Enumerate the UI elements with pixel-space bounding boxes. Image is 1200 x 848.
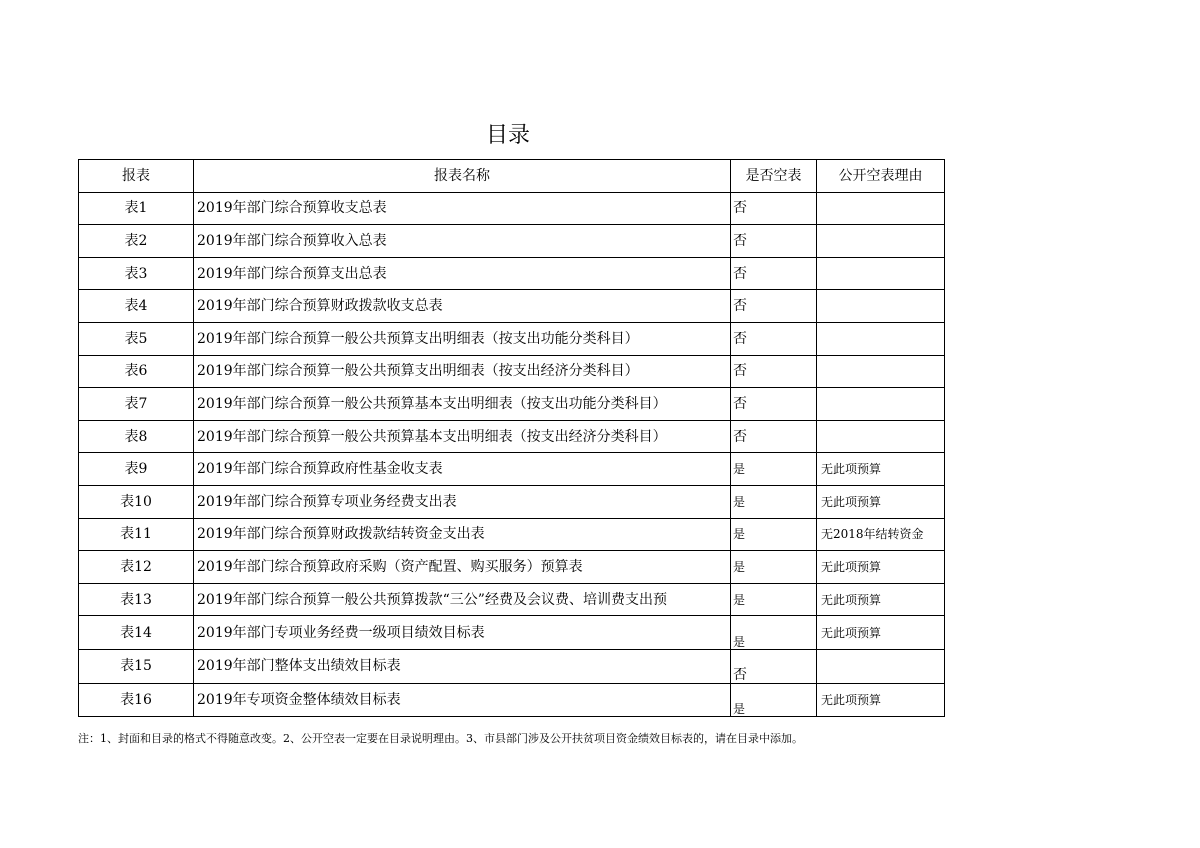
header-is-empty: 是否空表: [731, 160, 817, 193]
table-row: [79, 453, 945, 486]
table-row: [79, 225, 945, 258]
is-empty-cell: 是: [731, 453, 817, 486]
report-name-cell: 2019年部门综合预算一般公共预算支出明细表（按支出经济分类科目）: [194, 355, 731, 388]
report-id-cell: 表16: [79, 683, 194, 717]
report-name-cell: 2019年部门综合预算一般公共预算拨款“三公”经费及会议费、培训费支出预: [194, 583, 731, 616]
report-name-cell: 2019年部门综合预算一般公共预算基本支出明细表（按支出功能分类科目）: [194, 388, 731, 421]
is-empty-cell: 是: [731, 616, 817, 650]
is-empty-cell: 否: [731, 290, 817, 323]
report-id-cell: 表5: [79, 322, 194, 355]
footnote: 注：1、封面和目录的格式不得随意改变。2、公开空表一定要在目录说明理由。3、市县部门涉及公开扶贫项目资金绩效目标表的，请在目录中添加。: [78, 732, 803, 745]
is-empty-cell: 否: [731, 257, 817, 290]
is-empty-cell: 否: [731, 225, 817, 258]
is-empty-cell: 是: [731, 583, 817, 616]
report-name-cell: 2019年部门综合预算财政拨款收支总表: [194, 290, 731, 323]
report-id-cell: 表4: [79, 290, 194, 323]
empty-reason-cell: [817, 355, 945, 388]
is-empty-cell: 否: [731, 420, 817, 453]
empty-reason-cell: 无此项预算: [817, 551, 945, 584]
report-name-cell: 2019年部门综合预算支出总表: [194, 257, 731, 290]
table-header-row: [79, 160, 945, 193]
table-row: [79, 192, 945, 225]
table-row: [79, 551, 945, 584]
report-name-cell: 2019年部门综合预算收支总表: [194, 192, 731, 225]
table-of-contents: [78, 159, 945, 717]
report-id-cell: 表15: [79, 649, 194, 683]
is-empty-cell: 是: [731, 683, 817, 717]
report-id-cell: 表9: [79, 453, 194, 486]
header-report-id: 报表: [79, 160, 194, 193]
report-name-cell: 2019年部门综合预算一般公共预算支出明细表（按支出功能分类科目）: [194, 322, 731, 355]
is-empty-cell: 否: [731, 355, 817, 388]
is-empty-cell: 否: [731, 322, 817, 355]
report-name-cell: 2019年部门综合预算政府性基金收支表: [194, 453, 731, 486]
table-row: [79, 420, 945, 453]
report-id-cell: 表1: [79, 192, 194, 225]
empty-reason-cell: [817, 192, 945, 225]
is-empty-cell: 是: [731, 551, 817, 584]
report-id-cell: 表13: [79, 583, 194, 616]
report-name-cell: 2019年部门整体支出绩效目标表: [194, 649, 731, 683]
empty-reason-cell: [817, 225, 945, 258]
header-report-name: 报表名称: [194, 160, 731, 193]
report-name-cell: 2019年部门综合预算专项业务经费支出表: [194, 485, 731, 518]
report-id-cell: 表11: [79, 518, 194, 551]
report-id-cell: 表2: [79, 225, 194, 258]
table-row: [79, 649, 945, 683]
table-row: [79, 485, 945, 518]
report-id-cell: 表14: [79, 616, 194, 650]
report-name-cell: 2019年部门综合预算政府采购（资产配置、购买服务）预算表: [194, 551, 731, 584]
empty-reason-cell: [817, 420, 945, 453]
table-row: [79, 683, 945, 717]
empty-reason-cell: [817, 290, 945, 323]
report-id-cell: 表3: [79, 257, 194, 290]
empty-reason-cell: 无2018年结转资金: [817, 518, 945, 551]
table-row: [79, 583, 945, 616]
empty-reason-cell: [817, 649, 945, 683]
empty-reason-cell: 无此项预算: [817, 453, 945, 486]
report-id-cell: 表8: [79, 420, 194, 453]
table-row: [79, 290, 945, 323]
is-empty-cell: 否: [731, 649, 817, 683]
report-name-cell: 2019年部门专项业务经费一级项目绩效目标表: [194, 616, 731, 650]
is-empty-cell: 否: [731, 192, 817, 225]
is-empty-cell: 否: [731, 388, 817, 421]
table-row: [79, 518, 945, 551]
table-row: [79, 388, 945, 421]
report-id-cell: 表12: [79, 551, 194, 584]
empty-reason-cell: 无此项预算: [817, 485, 945, 518]
header-empty-reason: 公开空表理由: [817, 160, 945, 193]
empty-reason-cell: 无此项预算: [817, 616, 945, 650]
table-row: [79, 355, 945, 388]
page-title: 目录: [485, 123, 530, 148]
is-empty-cell: 是: [731, 518, 817, 551]
report-name-cell: 2019年部门综合预算收入总表: [194, 225, 731, 258]
table-row: [79, 257, 945, 290]
report-id-cell: 表7: [79, 388, 194, 421]
table-row: [79, 616, 945, 650]
empty-reason-cell: 无此项预算: [817, 683, 945, 717]
is-empty-cell: 是: [731, 485, 817, 518]
empty-reason-cell: [817, 257, 945, 290]
table-row: [79, 322, 945, 355]
empty-reason-cell: 无此项预算: [817, 583, 945, 616]
empty-reason-cell: [817, 388, 945, 421]
empty-reason-cell: [817, 322, 945, 355]
report-name-cell: 2019年部门综合预算财政拨款结转资金支出表: [194, 518, 731, 551]
report-id-cell: 表6: [79, 355, 194, 388]
report-name-cell: 2019年专项资金整体绩效目标表: [194, 683, 731, 717]
report-name-cell: 2019年部门综合预算一般公共预算基本支出明细表（按支出经济分类科目）: [194, 420, 731, 453]
report-id-cell: 表10: [79, 485, 194, 518]
